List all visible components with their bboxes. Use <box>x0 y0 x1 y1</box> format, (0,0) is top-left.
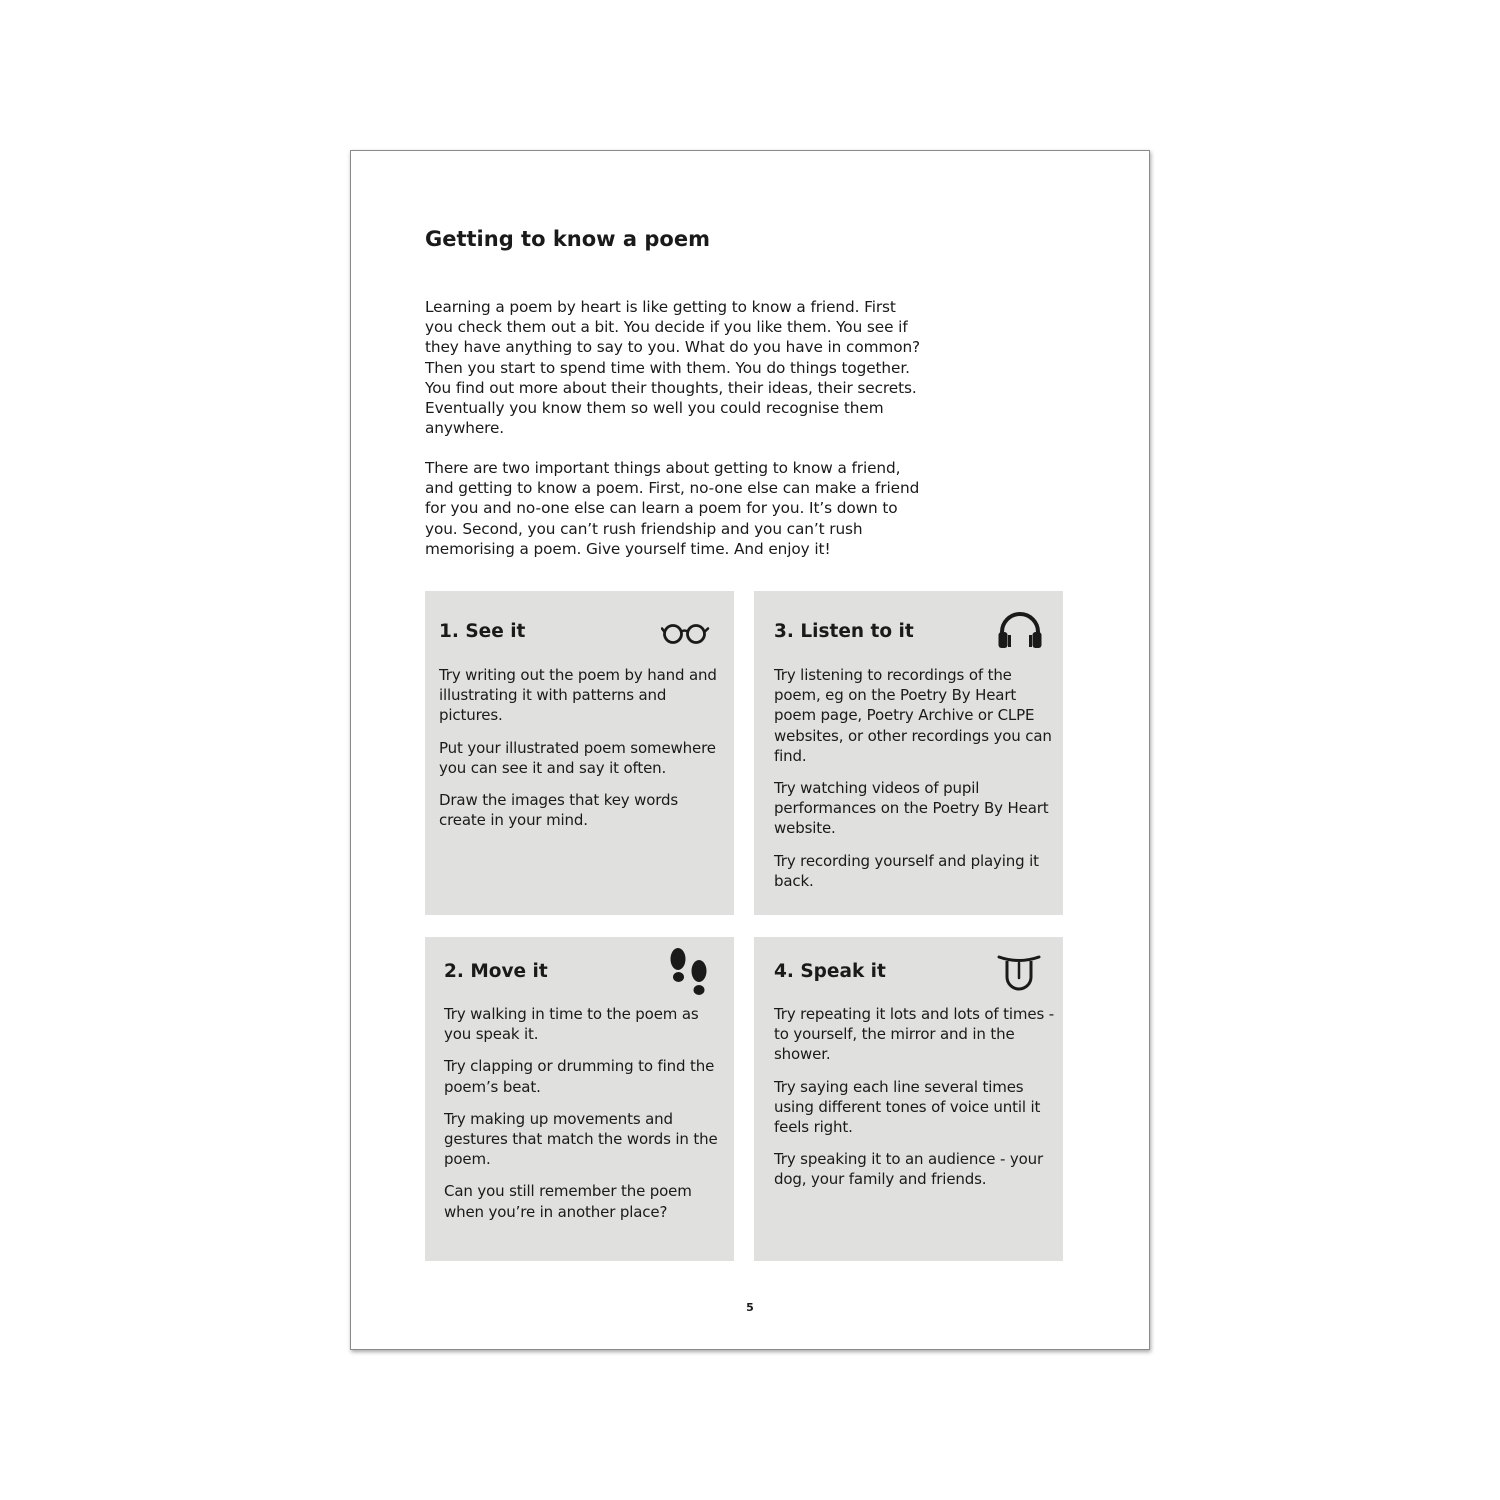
card-title: 2. Move it <box>444 961 548 982</box>
card-title: 1. See it <box>439 621 526 642</box>
card-body <box>774 1004 1058 1202</box>
card-paragraph: Try watching videos of pupil performances on the Poetry By Heart website. <box>774 779 1049 838</box>
card-see-it <box>425 591 734 915</box>
card-speak-it <box>754 937 1063 1261</box>
card-paragraph: Can you still remember the poem when you’re in another place? <box>444 1182 692 1221</box>
document-page <box>350 150 1150 1350</box>
card-paragraph: Try listening to recordings of the poem, eg on the Poetry By Heart poem page, Poetry Archive or CLPE websites, or other recordings you can find. <box>774 666 1052 765</box>
card-paragraph: Try walking in time to the poem as you speak it. <box>444 1005 699 1044</box>
card-body <box>444 1004 728 1234</box>
card-body <box>774 665 1058 903</box>
page-number: 5 <box>746 1301 754 1314</box>
card-paragraph: Try making up movements and gestures that match the words in the poem. <box>444 1109 718 1169</box>
footprints-icon <box>667 947 711 999</box>
card-title: 4. Speak it <box>774 961 886 982</box>
card-body <box>439 665 723 842</box>
card-paragraph: Try writing out the poem by hand and illustrating it with patterns and pictures. <box>439 666 717 725</box>
card-title: 3. Listen to it <box>774 621 914 642</box>
page-title: Getting to know a poem <box>425 227 710 251</box>
card-paragraph: Try repeating it lots and lots of times - to yourself, the mirror and in the shower. <box>774 1005 1055 1064</box>
card-listen-to-it <box>754 591 1063 915</box>
card-paragraph: Draw the images that key words create in your mind. <box>439 791 679 830</box>
card-move-it <box>425 937 734 1261</box>
glasses-icon <box>661 623 711 645</box>
card-paragraph: Try saying each line several times using different tones of voice until it feels right. <box>774 1077 1041 1137</box>
card-paragraph: Put your illustrated poem somewhere you can see it and say it often. <box>439 738 716 777</box>
intro-paragraph-1: Learning a poem by heart is like getting to know a friend. First you check them out a bit. You decide if you like them. You see if they have anything to say to you. What do you have in common? Then you start to spend time with them. You do things together. You find out more about their thoughts, their ideas, their secrets. Eventually you know them so well you could recognise them anywhere. <box>425 298 921 438</box>
tongue-icon <box>997 953 1041 993</box>
headphones-icon <box>997 611 1043 649</box>
intro-paragraph-2: There are two important things about getting to know a friend, and getting to know a poem. First, no-one else can make a friend for you and no-one else can learn a poem for you. It’s down to you. Second, you can’t rush friendship and you can’t rush memorising a poem. Give yourself time. And enjoy it! <box>425 459 920 558</box>
card-paragraph: Try clapping or drumming to find the poem’s beat. <box>444 1057 715 1096</box>
card-paragraph: Try speaking it to an audience - your dog, your family and friends. <box>774 1150 1044 1189</box>
card-paragraph: Try recording yourself and playing it back. <box>774 851 1039 890</box>
